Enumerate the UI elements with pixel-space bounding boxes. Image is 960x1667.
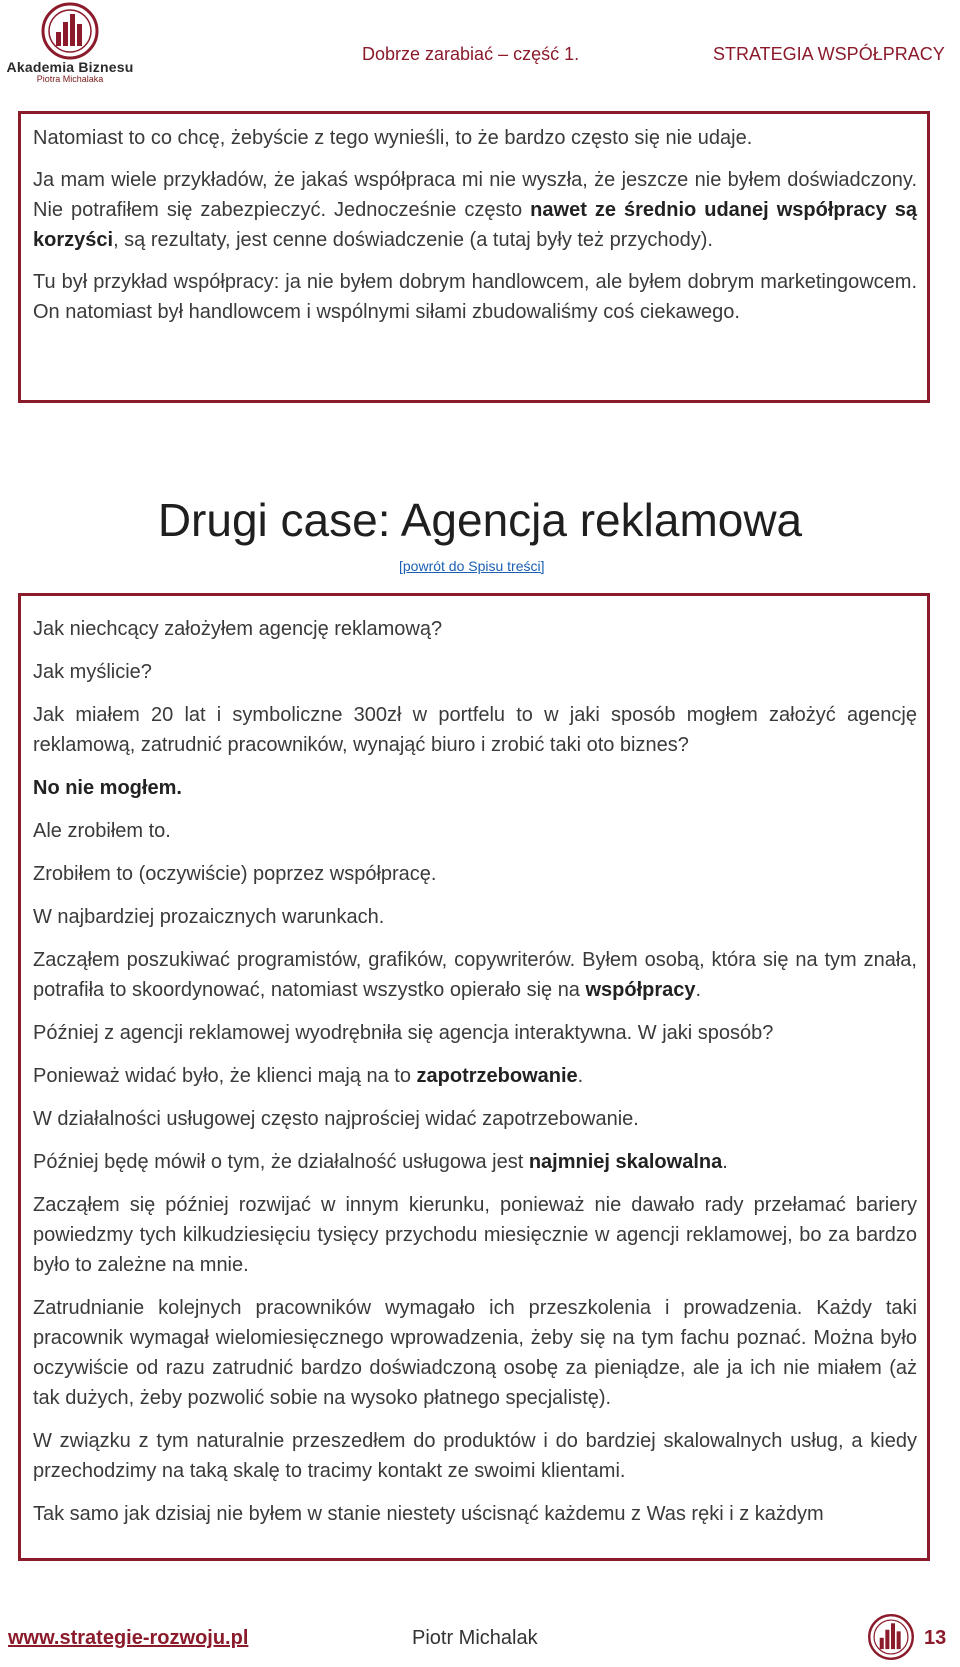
paragraph: Ja mam wiele przykładów, że jakaś współpraca mi nie wyszła, że jeszcze nie byłem doświadczony. Nie potrafiłem się zabezpieczyć. Jednocześnie często nawet ze średnio udanej współpracy są korzyści, są rezultaty, jest cenne doświadczenie (a tutaj były też przychody). (33, 169, 917, 251)
paragraph: Ponieważ widać było, że klienci mają na to zapotrzebowanie. (33, 1065, 584, 1087)
footer-logo-icon (866, 1612, 916, 1662)
paragraph: Zatrudnianie kolejnych pracowników wymagało ich przeszkolenia i prowadzenia. Każdy taki pracownik wymagał wielomiesięcznego wprowadzenia, żeby się na tym fachu poznać. Można było oczywiście od razu zatrudnić bardzo doświadczoną osobę za pieniądze, ale ja ich nie miałem (aż tak dużych, żeby pozwolić sobie na wysoko płatnego specjalistę). (33, 1297, 917, 1409)
paragraph: W działalności usługowej często najprościej widać zapotrzebowanie. (33, 1108, 639, 1130)
page-number: 13 (924, 1627, 947, 1649)
paragraph: No nie mogłem. (33, 777, 182, 799)
paragraph: Jak miałem 20 lat i symboliczne 300zł w portfelu to w jaki sposób mogłem założyć agencję reklamową, zatrudnić pracowników, wynająć biuro i zrobić taki oto biznes? (33, 704, 917, 756)
paragraph: Natomiast to co chcę, żebyście z tego wynieśli, to że bardzo często się nie udaje. (33, 127, 753, 149)
logo-emblem-icon (39, 2, 101, 60)
page-footer (0, 1600, 960, 1667)
paragraph: Zacząłem poszukiwać programistów, grafików, copywriterów. Byłem osobą, która się na tym znała, potrafiła to skoordynować, natomiast wszystko opierało się na współpracy. (33, 949, 917, 1001)
document-title: Dobrze zarabiać – część 1. (362, 44, 580, 64)
paragraph: Później będę mówił o tym, że działalność usługowa jest najmniej skalowalna. (33, 1151, 728, 1173)
paragraph: Jak niechcący założyłem agencję reklamową? (33, 618, 443, 640)
website-link[interactable]: www.strategie-rozwoju.pl (8, 1627, 249, 1649)
section-header: STRATEGIA WSPÓŁPRACY (713, 44, 945, 64)
logo-name: Akademia Biznesu (6, 59, 134, 75)
paragraph: W związku z tym naturalnie przeszedłem do produktów i do bardziej skalowalnych usług, a kiedy przechodzimy na taką skalę to tracimy kontakt ze swoimi klientami. (33, 1430, 917, 1482)
paragraph: Tu był przykład współpracy: ja nie byłem dobrym handlowcem, ale byłem dobrym marketingowcem. On natomiast był handlowcem i wspólnymi siłami zbudowaliśmy coś ciekawego. (33, 271, 917, 323)
section-heading: Drugi case: Agencja reklamowa (157, 494, 803, 546)
paragraph: W najbardziej prozaicznych warunkach. (33, 906, 385, 928)
toc-back-link[interactable]: [powrót do Spisu treści] (399, 558, 545, 574)
paragraph: Tak samo jak dzisiaj nie byłem w stanie niestety uścisnąć każdemu z Was ręki i z każdym (33, 1503, 824, 1525)
logo (4, 2, 136, 86)
content-box-1 (18, 111, 930, 403)
paragraph: Jak myślicie? (33, 661, 152, 683)
content-box-2 (18, 593, 930, 1561)
paragraph: Ale zrobiłem to. (33, 820, 171, 842)
paragraph: Później z agencji reklamowej wyodrębniła się agencja interaktywna. W jaki sposób? (33, 1022, 774, 1044)
paragraph: Zrobiłem to (oczywiście) poprzez współpracę. (33, 863, 437, 885)
paragraph: Zacząłem się później rozwijać w innym kierunku, ponieważ nie dawało rady przełamać bariery powiedzmy tych kilkudziesięciu tysięcy przychodu miesięcznie w agencji reklamowej, bo za bardzo było to zależne na mnie. (33, 1194, 917, 1276)
logo-subtitle: Piotra Michalaka (36, 74, 104, 84)
page-header (0, 0, 960, 100)
author-name: Piotr Michalak (412, 1627, 538, 1649)
